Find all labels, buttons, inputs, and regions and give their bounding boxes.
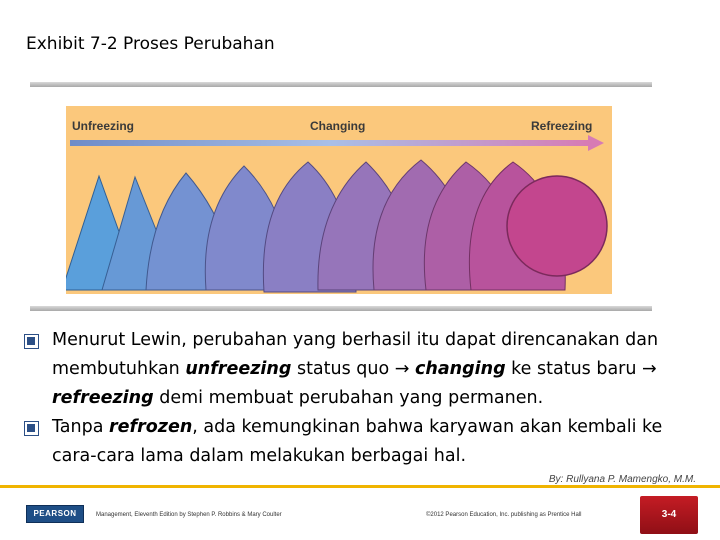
change-process-illustration bbox=[66, 106, 612, 294]
bullet-text-1: Menurut Lewin, perubahan yang berhasil itu dapat direncanakan dan membutuhkan unfreezing status quo → changing ke status baru → refreezing demi membuat perubahan yang permanen. bbox=[52, 330, 659, 408]
shape-stage-10 bbox=[507, 176, 607, 276]
slide-title: Exhibit 7-2 Proses Perubahan bbox=[26, 34, 275, 54]
change-process-figure bbox=[66, 106, 612, 294]
page-number-badge bbox=[640, 496, 698, 534]
bullet-item bbox=[22, 413, 712, 471]
stage-label-unfreezing: Unfreezing bbox=[72, 119, 135, 133]
bullet-text-2: Tanpa refrozen, ada kemungkinan bahwa karyawan akan kembali ke cara-cara lama dalam melakukan berbagai hal. bbox=[52, 417, 663, 466]
stage-label-refreezing: Refreezing bbox=[531, 119, 593, 133]
slide-footer bbox=[0, 490, 720, 540]
footer-accent-line bbox=[0, 485, 720, 488]
top-divider bbox=[30, 82, 652, 87]
logo-text: PEARSON bbox=[33, 509, 77, 518]
author-credit: By: Rullyana P. Mamengko, M.M. bbox=[548, 474, 696, 485]
checkbox-bullet-icon bbox=[24, 334, 39, 349]
book-credit: Management, Eleventh Edition by Stephen P. Robbins & Mary Coulter bbox=[96, 512, 282, 518]
process-arrow-shaft bbox=[70, 140, 590, 146]
stage-label-changing: Changing bbox=[310, 119, 366, 133]
pearson-logo bbox=[26, 505, 84, 523]
bullet-item bbox=[22, 326, 712, 413]
checkbox-bullet-icon bbox=[24, 421, 39, 436]
bullet-list bbox=[22, 326, 712, 471]
bottom-divider bbox=[30, 306, 652, 311]
copyright-text: ©2012 Pearson Education, Inc. publishing as Prentice Hall bbox=[426, 512, 582, 518]
page-number: 3-4 bbox=[661, 509, 677, 520]
